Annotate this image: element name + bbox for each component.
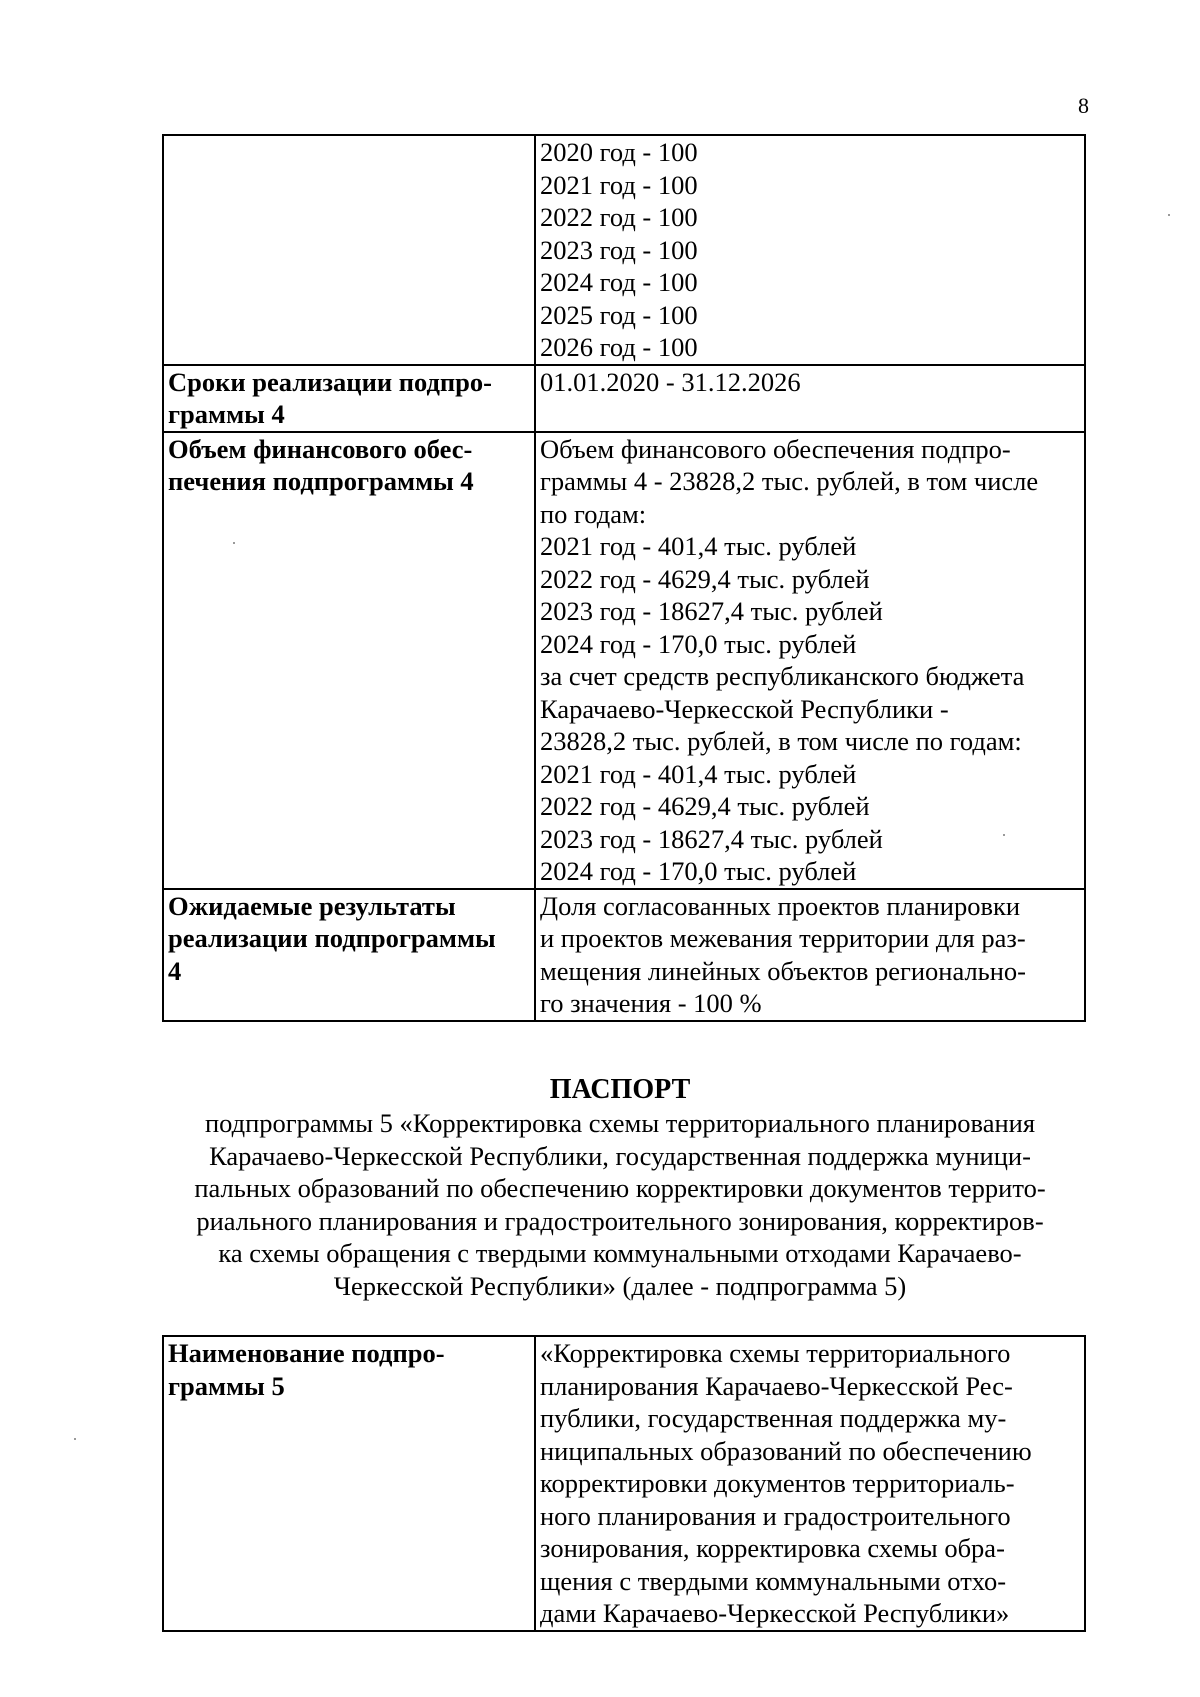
value-line: го значения - 100 % xyxy=(540,988,762,1018)
value-line: 2021 год - 100 xyxy=(540,169,698,200)
value-line: зонирования, корректировка схемы обра- xyxy=(540,1533,1005,1563)
subprogram-4-passport-table xyxy=(162,134,1086,1022)
passport-subtitle xyxy=(162,1107,1078,1302)
value-line: 2020 год - 100 xyxy=(540,137,698,167)
table-row xyxy=(163,135,1085,365)
value-line: 2023 год - 18627,4 тыс. рублей xyxy=(540,823,883,854)
value-line: граммы 4 - 23828,2 тыс. рублей, в том числе xyxy=(540,466,1039,496)
label-line: Наименование подпро- xyxy=(168,1338,445,1368)
value-line: 01.01.2020 - 31.12.2026 xyxy=(540,366,801,397)
value-line: 2024 год - 170,0 тыс. рублей xyxy=(540,856,857,886)
value-line: Объем финансового обеспечения подпро- xyxy=(540,433,1011,464)
funding-volume-label xyxy=(163,432,535,889)
value-line: и проектов межевания территории для раз- xyxy=(540,923,1026,953)
row-label-empty xyxy=(163,135,535,365)
value-line: щения с твердыми коммунальными отхо- xyxy=(540,1565,1007,1596)
value-line: 2024 год - 170,0 тыс. рублей xyxy=(540,628,857,659)
subtitle-line: Карачаево-Черкесской Республики, государственная поддержка муници- xyxy=(209,1140,1031,1171)
label-line: Объем финансового обес- xyxy=(168,433,473,464)
value-line: корректировки документов территориаль- xyxy=(540,1468,1015,1498)
subprogram-name-label xyxy=(163,1336,535,1631)
expected-results-label xyxy=(163,889,535,1021)
label-line: Ожидаемые результаты xyxy=(168,890,456,921)
table-row xyxy=(163,365,1085,432)
value-line: 2023 год - 18627,4 тыс. рублей xyxy=(540,596,883,626)
passport-heading xyxy=(162,1073,1078,1302)
value-line: 2021 год - 401,4 тыс. рублей xyxy=(540,531,857,561)
indicator-values-cell xyxy=(535,135,1085,365)
label-line: граммы 4 xyxy=(168,399,285,429)
value-line: 2023 год - 100 xyxy=(540,234,698,265)
value-line: 2022 год - 4629,4 тыс. рублей xyxy=(540,791,870,821)
passport-title: ПАСПОРТ xyxy=(549,1074,691,1105)
value-line: 23828,2 тыс. рублей, в том числе по годам: xyxy=(540,726,1022,756)
label-line: граммы 5 xyxy=(168,1370,285,1401)
scan-speck xyxy=(233,542,235,544)
value-line: 2024 год - 100 xyxy=(540,267,698,297)
value-line: за счет средств республиканского бюджета xyxy=(540,661,1025,691)
value-line: 2026 год - 100 xyxy=(540,332,698,362)
value-line: Карачаево-Черкесской Республики - xyxy=(540,693,949,724)
subtitle-line: Черкесской Республики» (далее - подпрограмма 5) xyxy=(333,1270,907,1301)
label-line: печения подпрограммы 4 xyxy=(168,466,474,496)
subtitle-line: риального планирования и градостроительного зонирования, корректиров- xyxy=(196,1205,1044,1236)
value-line: публики, государственная поддержка му- xyxy=(540,1403,1007,1433)
implementation-period-label xyxy=(163,365,535,432)
scan-speck xyxy=(1168,214,1170,216)
funding-volume-value xyxy=(535,432,1085,889)
value-line: 2025 год - 100 xyxy=(540,299,698,330)
value-line: ниципальных образований по обеспечению xyxy=(540,1435,1032,1466)
subtitle-line: ка схемы обращения с твердыми коммунальными отходами Карачаево- xyxy=(218,1238,1022,1268)
value-line: Доля согласованных проектов планировки xyxy=(540,890,1021,921)
subtitle-line: подпрограммы 5 «Корректировка схемы территориального планирования xyxy=(204,1108,1036,1138)
value-line: 2021 год - 401,4 тыс. рублей xyxy=(540,758,857,789)
implementation-period-value xyxy=(535,365,1085,432)
value-line: дами Карачаево-Черкесской Республики» xyxy=(540,1598,1010,1628)
value-line: 2022 год - 100 xyxy=(540,202,698,232)
value-line: мещения линейных объектов регионально- xyxy=(540,955,1027,986)
table-row xyxy=(163,1336,1085,1631)
scan-speck xyxy=(74,1438,76,1440)
value-line: планирования Карачаево-Черкесской Рес- xyxy=(540,1370,1013,1401)
page-number: 8 xyxy=(1078,93,1089,118)
subtitle-line: пальных образований по обеспечению корректировки документов террито- xyxy=(194,1173,1046,1203)
value-line: 2022 год - 4629,4 тыс. рублей xyxy=(540,563,870,594)
label-line: реализации подпрограммы xyxy=(168,923,496,953)
expected-results-value xyxy=(535,889,1085,1021)
scan-speck xyxy=(1003,834,1005,836)
subprogram-name-value xyxy=(535,1336,1085,1631)
value-line: ного планирования и градостроительного xyxy=(540,1500,1011,1531)
value-line: «Корректировка схемы территориального xyxy=(540,1338,1011,1368)
subprogram-5-passport-table xyxy=(162,1335,1086,1632)
value-line: по годам: xyxy=(540,498,647,529)
label-line: Сроки реализации подпро- xyxy=(168,366,492,397)
table-row xyxy=(163,432,1085,889)
label-line: 4 xyxy=(168,955,182,986)
table-row xyxy=(163,889,1085,1021)
